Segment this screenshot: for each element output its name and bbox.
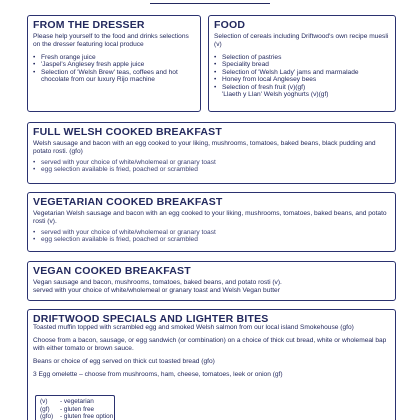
full-welsh-notes (33, 159, 390, 174)
full-welsh-title: FULL WELSH COOKED BREAKFAST (33, 126, 222, 138)
food-intro: Selection of cereals including Driftwood's own recipe muesli (v) (214, 33, 389, 48)
dresser-list (33, 54, 195, 84)
list-item: • Selection of fresh fruit (v)(gf) (214, 84, 390, 91)
specials-sandwich: Choose from a bacon, sausage, or egg sandwich (or combination) on a choice of thick cut bread, white or wholemeal bap with either tomato or brown sauce. (33, 337, 387, 352)
legend-row (40, 413, 114, 420)
dresser-section (27, 15, 201, 112)
legend-row (40, 398, 110, 406)
vegetarian-title: VEGETARIAN COOKED BREAKFAST (33, 196, 223, 208)
specials-title: DRIFTWOOD SPECIALS AND LIGHTER BITES (33, 313, 269, 325)
legend-key: (v) (40, 398, 48, 405)
list-item: • 'Jaspel's Anglesey fresh apple juice (33, 61, 195, 68)
legend-key: (gfo) (40, 413, 54, 420)
legend-label: - gluten free option (60, 413, 114, 420)
vegan-desc: Vegan sausage and bacon, mushrooms, tomatoes, baked beans, and potato rosti (v). (33, 279, 282, 286)
specials-muffin: Toasted muffin topped with scrambled egg and smoked Welsh salmon from our local island Smokehouse (gfo) (33, 324, 354, 331)
list-item: • Selection of pastries (214, 54, 390, 61)
legend-label: - gluten free (60, 405, 95, 413)
vegan-section (27, 261, 396, 301)
dresser-title: FROM THE DRESSER (33, 19, 145, 31)
legend-label: - vegetarian (60, 398, 94, 405)
list-item: • served with your choice of white/wholemeal or granary toast (33, 229, 390, 236)
vegan-title: VEGAN COOKED BREAKFAST (33, 265, 191, 277)
list-item: • Fresh orange juice (33, 54, 195, 61)
dresser-intro: Please help yourself to the food and drinks selections on the dresser featuring local produce (33, 33, 189, 48)
dietary-legend (35, 395, 115, 420)
legend-row (40, 406, 110, 414)
top-divider (150, 0, 270, 4)
food-section (208, 15, 396, 112)
vegetarian-notes (33, 229, 390, 244)
full-welsh-section (27, 122, 396, 184)
vegan-note: served with your choice of white/wholemeal or granary toast and Welsh Vegan butter (33, 287, 280, 294)
specials-omelette: 3 Egg omelette – choose from mushrooms, ham, cheese, tomatoes, leek or onion (gf) (33, 371, 283, 378)
list-item: • served with your choice of white/wholemeal or granary toast (33, 159, 390, 166)
list-item: • Honey from local Anglesey bees (214, 76, 390, 83)
list-item: • egg selection available is fried, poached or scrambled (33, 236, 390, 243)
full-welsh-desc: Welsh sausage and bacon with an egg cooked to your liking, mushrooms, tomatoes, baked beans, black pudding and potato rosti. (gfo) (33, 140, 376, 155)
list-item: • egg selection available is fried, poached or scrambled (33, 166, 390, 173)
food-title: FOOD (214, 19, 246, 31)
list-item: • Selection of 'Welsh Lady' jams and marmalade (214, 69, 390, 76)
specials-beans: Beans or choice of egg served on thick cut toasted bread (gfo) (33, 358, 215, 365)
list-item: • Speciality bread (214, 61, 390, 68)
legend-key: (gf) (40, 405, 50, 413)
food-list (214, 54, 390, 91)
vegetarian-section (27, 192, 396, 252)
list-item: • Selection of 'Welsh Brew' teas, coffees and hot chocolate from our luxury Rijo machine (33, 69, 195, 84)
vegetarian-desc: Vegetarian Welsh sausage and bacon with an egg cooked to your liking, mushrooms, tomatoes, baked beans, and potato rosti (v). (33, 210, 387, 225)
food-yoghurt: 'Llaeth y Llan' Welsh yoghurts (v)(gf) (222, 91, 329, 99)
